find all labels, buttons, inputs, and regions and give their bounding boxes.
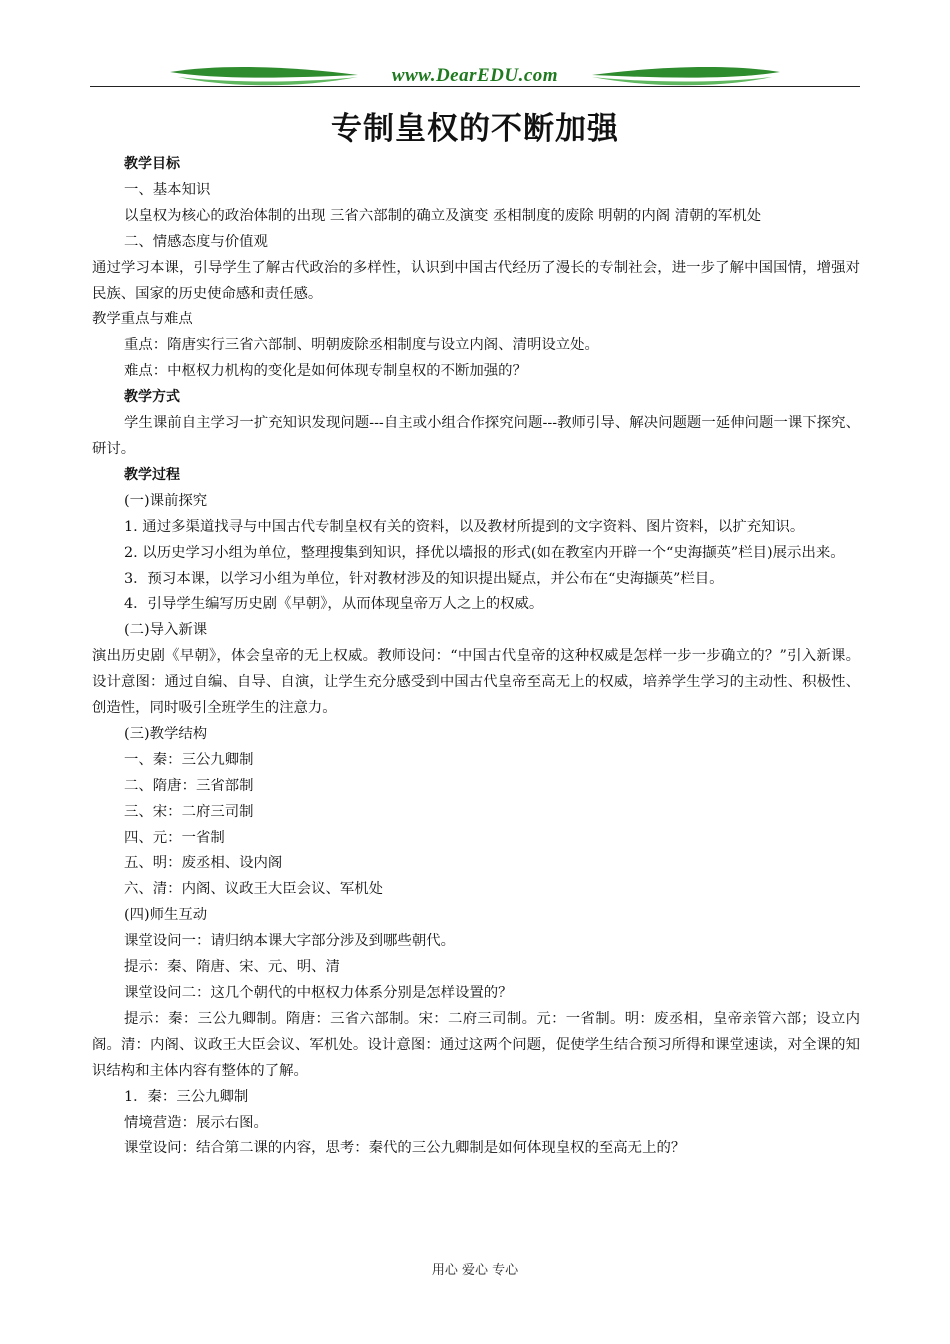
paragraph: 演出历史剧《早朝》，体会皇帝的无上权威。教师设问：“中国古代皇帝的这种权威是怎样一步一步确立的？”引入新课。设计意图：通过自编、自导、自演，让学生充分感受到中国古代皇帝至高无上的权威，培养学生学习的主动性、积极性、创造性，同时吸引全班学生的注意力。 [92, 648, 860, 717]
paragraph: 重点：隋唐实行三省六部制、明朝废除丞相制度与设立内阁、清明设立处。 [124, 337, 599, 354]
paragraph: 4．引导学生编写历史剧《早朝》，从而体现皇帝万人之上的权威。 [124, 596, 544, 613]
list-item: 六、清：内阁、议政王大臣会议、军机处 [124, 881, 384, 898]
section-heading: 教学方式 [124, 389, 180, 406]
paragraph: 二、情感态度与价值观 [124, 233, 268, 250]
paragraph: 通过学习本课，引导学生了解古代政治的多样性，认识到中国古代经历了漫长的专制社会，进一步了解中国国情，增强对民族、国家的历史使命感和责任感。 [92, 259, 860, 302]
paragraph: 难点：中枢权力机构的变化是如何体现专制皇权的不断加强的？ [124, 363, 527, 380]
list-item: 四、元：一省制 [124, 829, 225, 846]
list-item: 五、明：废丞相、设内阁 [124, 855, 283, 872]
paragraph: (三)教学结构 [124, 725, 208, 742]
paragraph: 3．预习本课，以学习小组为单位，针对教材涉及的知识提出疑点，并公布在“史海撷英”栏目。 [124, 570, 724, 587]
site-header-banner [90, 58, 860, 94]
site-logo-text[interactable]: www.DearEDU.com [391, 65, 559, 86]
paragraph: 2. 以历史学习小组为单位，整理搜集到知识，择优以墙报的形式(如在教室内开辟一个“史海撷英”栏目)展示出来。 [124, 544, 845, 561]
document-body [92, 152, 860, 1162]
list-item: 三、宋：二府三司制 [124, 803, 254, 820]
section-heading: 教学目标 [124, 156, 180, 172]
list-item: 二、隋唐：三省部制 [124, 777, 254, 794]
paragraph: 一、基本知识 [124, 181, 211, 198]
header-divider [90, 86, 860, 87]
paragraph: 教学重点与难点 [92, 311, 193, 328]
paragraph: 1．秦：三公九卿制 [124, 1088, 249, 1105]
paragraph: 课堂设问二：这几个朝代的中枢权力体系分别是怎样设置的？ [124, 985, 513, 1001]
paragraph: 提示：秦：三公九卿制。隋唐：三省六部制。宋：二府三司制。元：一省制。明：废丞相，皇帝亲管六部；设立内阁。清：内阁、议政王大臣会议、军机处。设计意图：通过这两个问题，促使学生结合预习所得和课堂速读，对全课的知识结构和主体内容有整体的了解。 [92, 1010, 860, 1079]
page-footer: 用心 爱心 专心 [431, 1263, 519, 1278]
paragraph: 提示：秦、隋唐、宋、元、明、清 [124, 959, 340, 976]
paragraph: 情境营造：展示右图。 [124, 1114, 268, 1131]
paragraph: 课堂设问：结合第二课的内容，思考：秦代的三公九卿制是如何体现皇权的至高无上的？ [124, 1140, 686, 1157]
paragraph: 学生课前自主学习一扩充知识发现问题---自主或小组合作探究问题---教师引导、解决问题题一延伸问题一课下探究、研讨。 [92, 415, 860, 457]
paragraph: (一)课前探究 [124, 492, 208, 509]
paragraph: 以皇权为核心的政治体制的出现 三省六部制的确立及演变 丞相制度的废除 明朝的内阁 清朝的军机处 [124, 207, 762, 224]
list-item: 一、秦：三公九卿制 [124, 751, 254, 768]
page-title: 专制皇权的不断加强 [331, 111, 619, 147]
paragraph: 1. 通过多渠道找寻与中国古代专制皇权有关的资料，以及教材所提到的文字资料、图片资料，以扩充知识。 [124, 518, 805, 535]
paragraph: (二)导入新课 [124, 622, 208, 639]
paragraph: 课堂设问一：请归纳本课大字部分涉及到哪些朝代。 [124, 933, 455, 950]
paragraph: (四)师生互动 [124, 907, 208, 924]
section-heading: 教学过程 [124, 466, 180, 483]
